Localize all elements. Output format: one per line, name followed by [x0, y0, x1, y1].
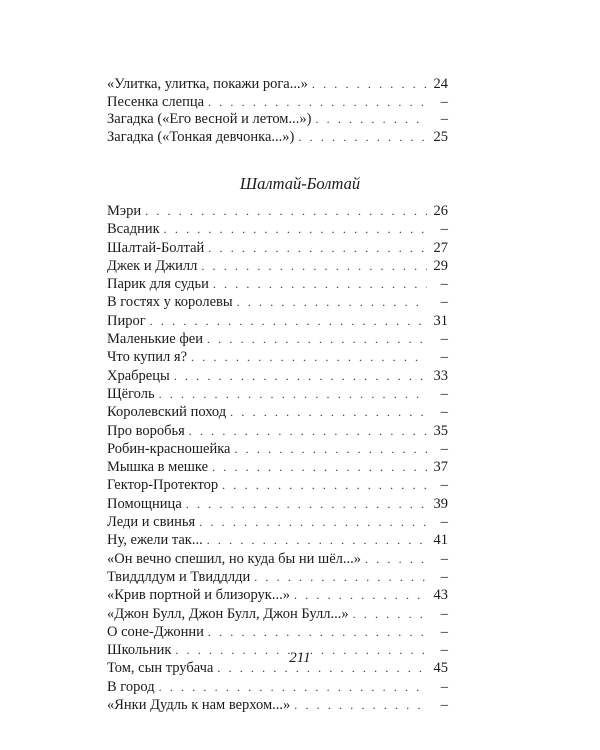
dot-leader: [237, 293, 427, 311]
toc-entry: [107, 605, 448, 623]
toc-entry-page: 37: [433, 459, 448, 476]
toc-entry-page: 33: [433, 367, 448, 384]
toc-entry-page: 29: [433, 257, 448, 274]
dot-leader: [212, 458, 427, 476]
dot-leader: [164, 220, 427, 238]
dot-leader: [312, 76, 427, 94]
toc-entry-page: 27: [433, 239, 448, 256]
toc-entry-page: –: [440, 605, 448, 622]
toc-entry-page: –: [440, 623, 448, 640]
toc-entry: [107, 678, 448, 696]
toc-entry: [107, 330, 448, 348]
toc-entry: [107, 476, 448, 494]
toc-entry: [107, 385, 448, 403]
toc-entry: [107, 696, 448, 714]
toc-entry-page: –: [440, 642, 448, 659]
toc-entry: [107, 348, 448, 366]
toc-entry-title: Джек и Джилл: [107, 257, 198, 274]
toc-entry-page: –: [440, 514, 448, 531]
toc-entry: [107, 275, 448, 293]
toc-entry-title: Всадник: [107, 221, 160, 238]
toc-entry-page: –: [440, 349, 448, 366]
toc-entry: [107, 568, 448, 586]
toc-entry-title: Загадка («Его весной и летом...»): [107, 111, 312, 127]
toc-entry: [107, 129, 448, 147]
toc-entry-title: Школьник: [107, 642, 172, 659]
toc-entry-page: 26: [433, 203, 448, 219]
dot-leader: [365, 550, 427, 568]
toc-entry: [107, 239, 448, 257]
dot-leader: [298, 129, 427, 147]
dot-leader: [222, 476, 427, 494]
toc-entry-page: –: [440, 385, 448, 402]
toc-entry-title: В гостях у королевы: [107, 294, 233, 311]
toc-entry: [107, 586, 448, 604]
toc-entry-page: –: [440, 111, 448, 127]
toc-entry-title: Леди и свинья: [107, 514, 196, 531]
dot-leader: [315, 111, 427, 129]
section-title: Шалтай-Болтай: [239, 174, 361, 193]
toc-entry-page: 39: [433, 495, 448, 512]
toc-entry: [107, 257, 448, 275]
toc-entry-page: –: [440, 331, 448, 348]
toc-entry-page: –: [440, 221, 448, 238]
toc-entry-title: В город: [107, 678, 155, 695]
toc-entry-title: «Улитка, улитка, покажи рога...»: [107, 76, 308, 92]
toc-entry: [107, 94, 448, 112]
toc-entry: [107, 312, 448, 330]
dot-leader: [150, 312, 427, 330]
dot-leader: [145, 202, 427, 220]
dot-leader: [208, 623, 427, 641]
toc-entry-page: 41: [433, 532, 448, 549]
toc-continued-list: [107, 76, 448, 146]
toc-entry-title: Гектор-Протектор: [107, 477, 219, 494]
toc-entry-title: Про воробья: [107, 422, 185, 439]
toc-entry: [107, 623, 448, 641]
toc-entry-page: 43: [433, 587, 448, 604]
toc-entry-title: Что купил я?: [107, 349, 188, 366]
dot-leader: [234, 440, 427, 458]
dot-leader: [174, 367, 427, 385]
page-number: 211: [289, 650, 311, 666]
toc-entry-page: 31: [433, 312, 448, 329]
toc-entry-title: Робин-красношейка: [107, 440, 231, 457]
toc-entry: [107, 111, 448, 129]
toc-entry-title: Ну, ежели так...: [107, 532, 203, 549]
dot-leader: [201, 257, 427, 275]
dot-leader: [213, 275, 427, 293]
toc-entry-title: Пирог: [107, 312, 146, 329]
toc-entry: [107, 495, 448, 513]
toc-entry-title: Маленькие феи: [107, 331, 203, 348]
toc-entry-title: Песенка слепца: [107, 93, 205, 110]
toc-entry: [107, 76, 448, 94]
dot-leader: [186, 495, 427, 513]
toc-entry-page: –: [440, 440, 448, 457]
toc-entry-page: –: [440, 678, 448, 695]
toc-entry: [107, 440, 448, 458]
toc-entry-page: –: [440, 697, 448, 714]
dot-leader: [208, 94, 427, 112]
toc-entry-page: –: [440, 550, 448, 567]
toc-entry-page: –: [440, 276, 448, 293]
dot-leader: [254, 568, 427, 586]
toc-entry-title: Твиддлдум и Твиддлди: [107, 568, 251, 585]
dot-leader: [191, 348, 427, 366]
toc-entry: [107, 293, 448, 311]
toc-entry-title: Мэри: [107, 203, 142, 219]
dot-leader: [294, 696, 427, 714]
toc-section-list: [107, 202, 448, 714]
dot-leader: [208, 239, 427, 257]
toc-entry-page: 24: [433, 76, 448, 92]
toc-entry: [107, 513, 448, 531]
toc-entry: [107, 367, 448, 385]
toc-entry: [107, 220, 448, 238]
dot-leader: [159, 385, 427, 403]
toc-entry-title: Шалтай-Болтай: [107, 239, 205, 256]
dot-leader: [159, 678, 427, 696]
toc-entry-title: Храбрецы: [107, 367, 170, 384]
toc-entry: [107, 202, 448, 220]
dot-leader: [353, 605, 427, 623]
toc-entry-title: «Джон Булл, Джон Булл, Джон Булл...»: [107, 605, 349, 622]
toc-entry: [107, 550, 448, 568]
dot-leader: [207, 531, 427, 549]
toc-entry-page: –: [440, 294, 448, 311]
toc-entry-title: Королевский поход: [107, 404, 227, 421]
toc-entry-page: 45: [433, 660, 448, 677]
toc-entry-page: –: [440, 93, 448, 110]
toc-entry-page: –: [440, 477, 448, 494]
toc-entry-title: «Крив портной и близорук...»: [107, 587, 290, 604]
dot-leader: [189, 422, 427, 440]
dot-leader: [294, 586, 427, 604]
toc-entry-title: Помощница: [107, 495, 182, 512]
toc-entry: [107, 403, 448, 421]
toc-entry: [107, 531, 448, 549]
toc-entry-title: «Янки Дудль к нам верхом...»: [107, 697, 291, 714]
toc-entry-title: Загадка («Тонкая девчонка...»): [107, 128, 295, 145]
toc-entry-title: Том, сын трубача: [107, 660, 214, 677]
toc-entry-page: –: [440, 568, 448, 585]
toc-entry-title: О соне-Джонни: [107, 623, 204, 640]
toc-entry-title: «Он вечно спешил, но куда бы ни шёл...»: [107, 550, 362, 567]
toc-entry-page: 35: [433, 422, 448, 439]
toc-entry-title: Мышка в мешке: [107, 459, 209, 476]
dot-leader: [207, 330, 427, 348]
toc-entry: [107, 458, 448, 476]
toc-entry-page: 25: [433, 128, 448, 145]
dot-leader: [199, 513, 427, 531]
toc-entry: [107, 422, 448, 440]
dot-leader: [230, 403, 427, 421]
toc-entry-title: Парик для судьи: [107, 276, 209, 293]
toc-entry-page: –: [440, 404, 448, 421]
toc-entry-title: Щёголь: [107, 385, 155, 402]
